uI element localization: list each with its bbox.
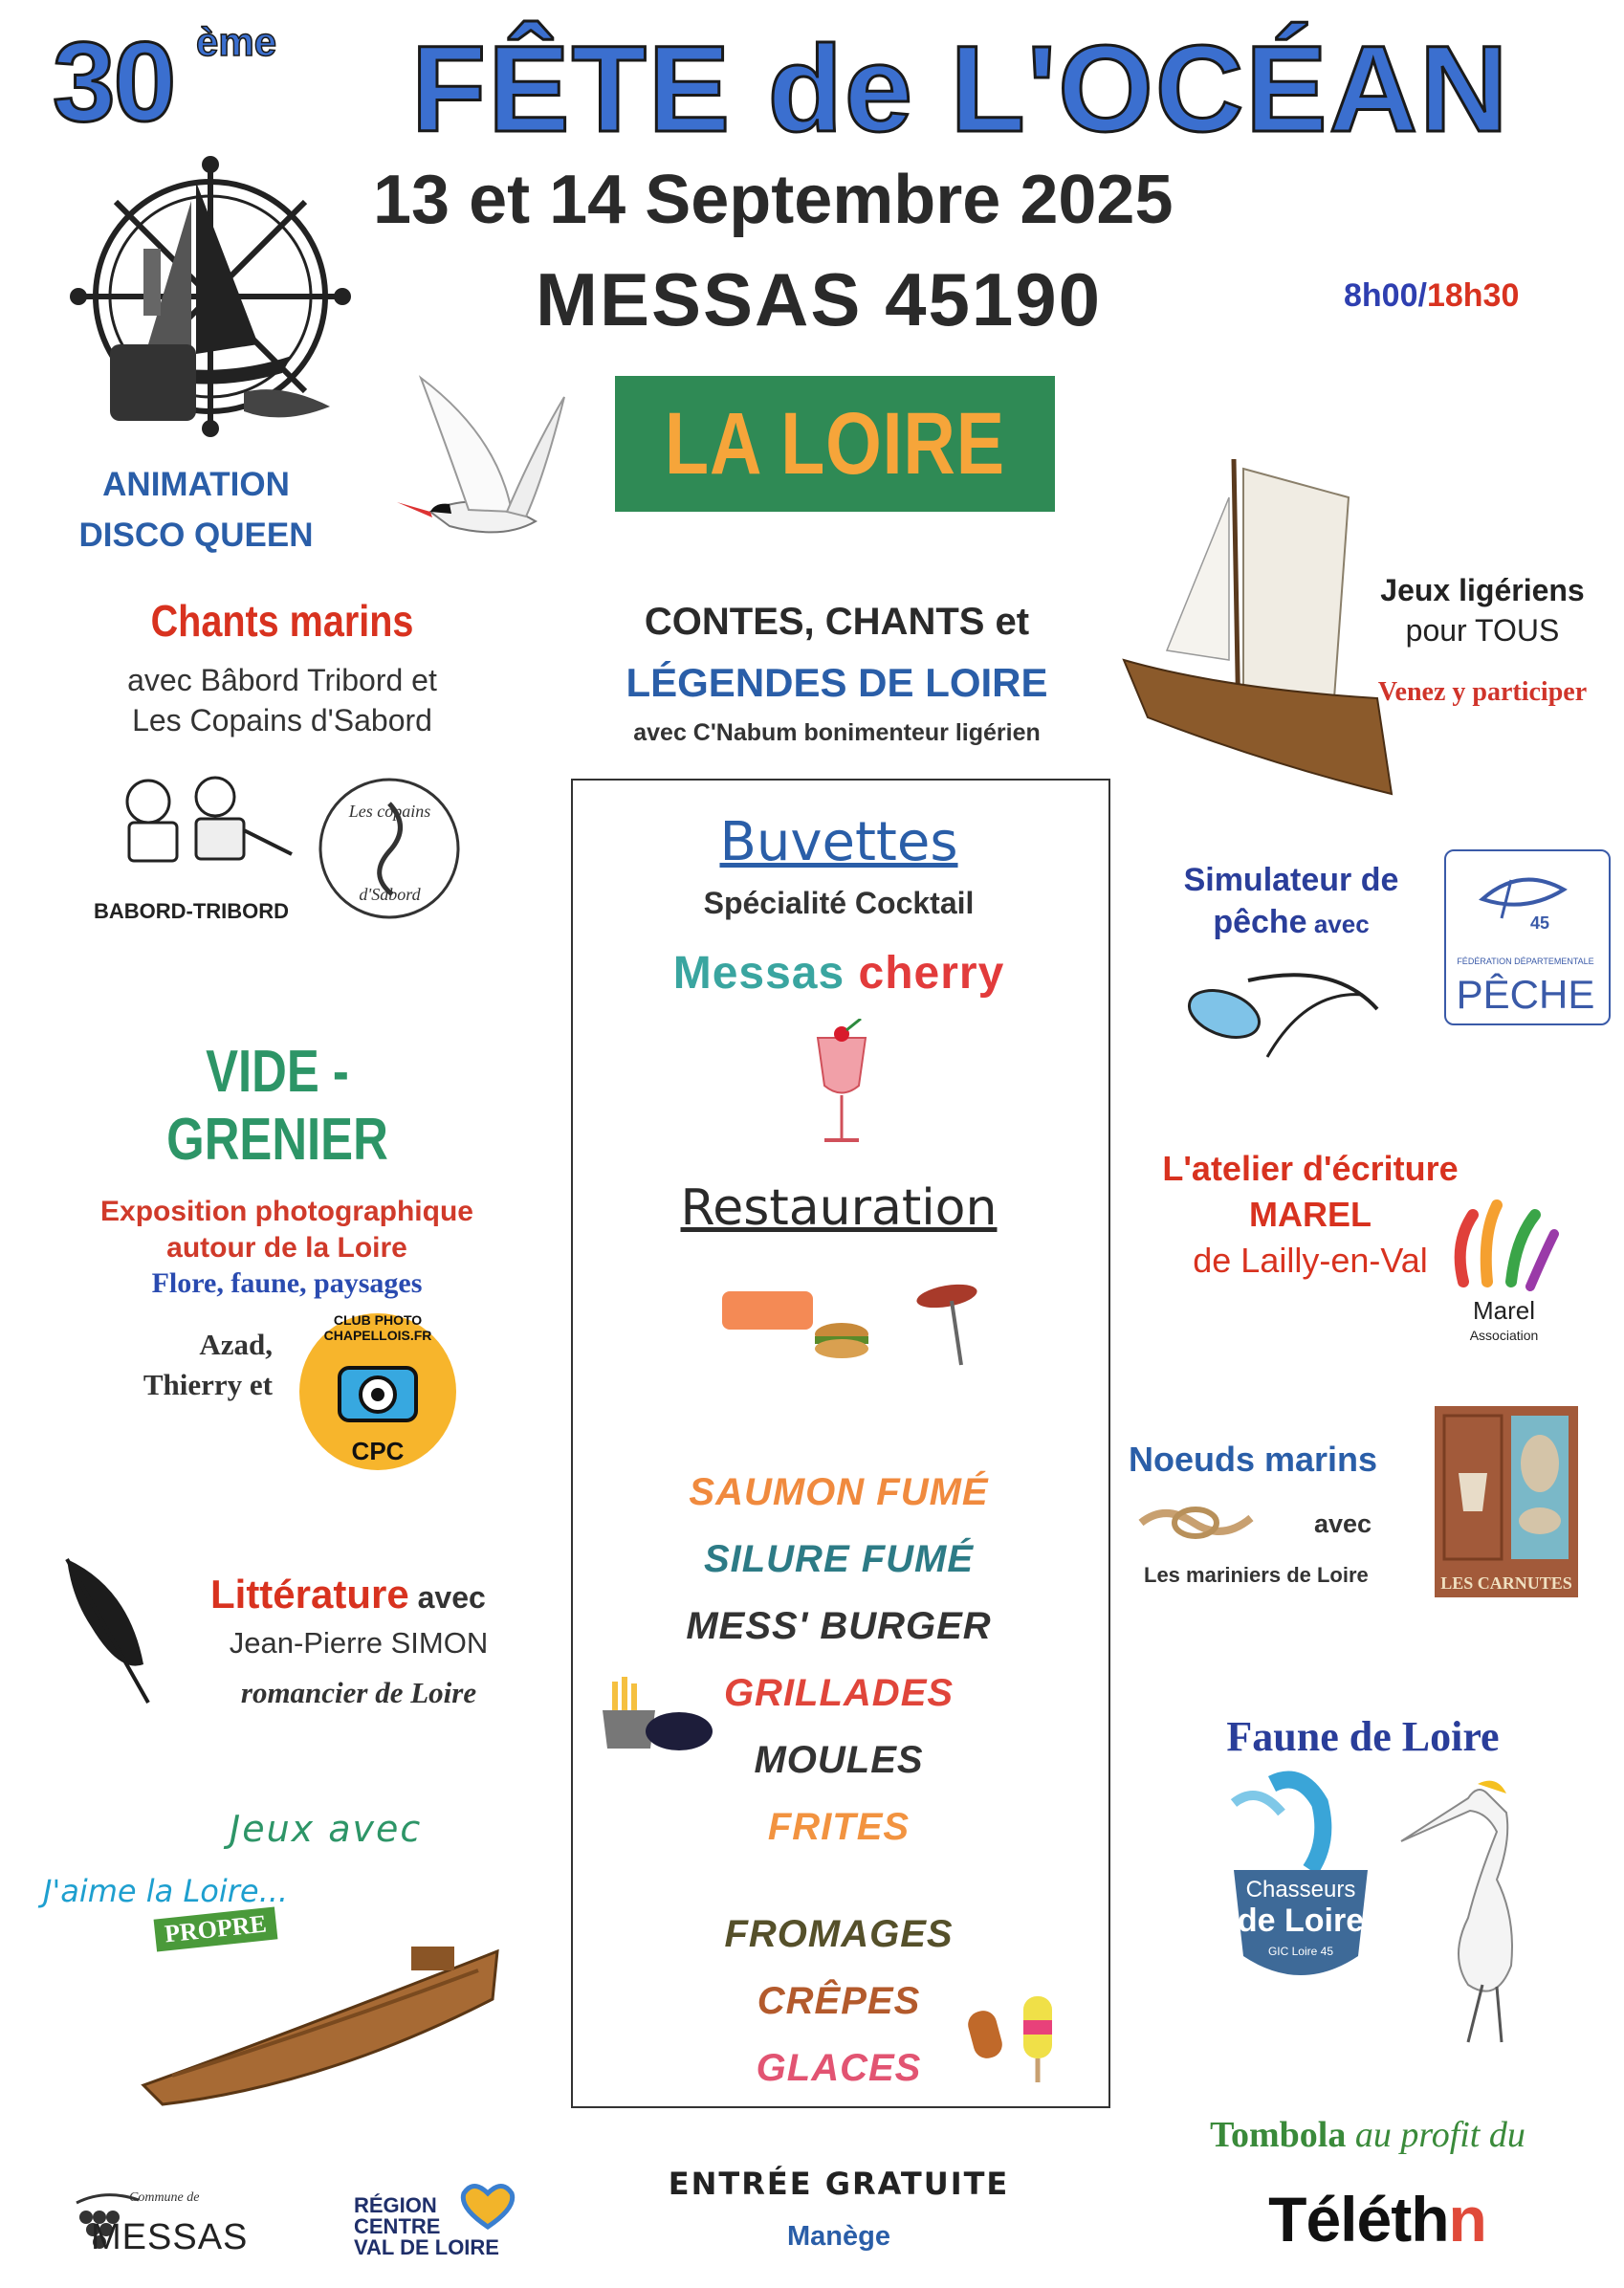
entree-gratuite: ENTRÉE GRATUITE	[668, 2166, 1010, 2202]
rope-knot-icon	[1136, 1494, 1256, 1551]
buvettes-wrap	[571, 811, 1107, 873]
litt-heading	[210, 1572, 486, 1617]
fries-mussels-icon	[598, 1672, 722, 1768]
mariniers: Les mariniers de Loire	[1144, 1563, 1369, 1587]
marel-hands-icon	[1444, 1196, 1559, 1301]
chants-title: Chants marins	[150, 596, 414, 646]
expo-name-1: Azad,	[199, 1328, 273, 1361]
propre-badge: PROPRE	[154, 1906, 278, 1951]
ship-wheel-illustration	[53, 143, 368, 459]
noeuds-avec: avec	[1314, 1509, 1372, 1538]
menu-item: CRÊPES	[757, 1980, 921, 2022]
jeux-ligeriens	[1339, 570, 1624, 650]
nabum-line: avec C'Nabum bonimenteur ligérien	[633, 719, 1041, 746]
chasseurs-text	[1229, 1875, 1372, 1967]
title-number: 30	[53, 19, 175, 145]
hours-close: 18h30	[1426, 277, 1520, 314]
expo-name-2: Thierry et	[143, 1368, 273, 1401]
theme-banner	[615, 376, 1055, 512]
chasseurs-line-3: GIC Loire 45	[1267, 1945, 1334, 1958]
atelier-line-2: MAREL	[1249, 1195, 1372, 1234]
messas-logo: MESSAS	[91, 2217, 249, 2257]
restauration-wrap	[571, 1179, 1107, 1237]
event-dates: 13 et 14 Septembre 2025	[373, 162, 1174, 238]
babord-tribord-label: BABORD-TRIBORD	[93, 899, 290, 923]
babord-tribord-logo	[91, 763, 301, 888]
litt-title: Littérature	[210, 1572, 409, 1617]
cherry-word-1: Messas	[672, 948, 845, 999]
venez-participer: Venez y participer	[1377, 677, 1588, 707]
telethon-logo	[1224, 2183, 1530, 2255]
salmon-icon	[722, 1291, 813, 1330]
page-title: FÊTE de L'OCÉAN	[411, 21, 1510, 158]
menu-item: GLACES	[756, 2047, 922, 2089]
atelier-line-3: de Lailly-en-Val	[1193, 1241, 1428, 1280]
noeuds-marins: Noeuds marins	[1129, 1440, 1378, 1479]
simulateur-line-2-wrap	[1148, 901, 1435, 945]
sausage-icon	[915, 1281, 979, 1312]
event-town: MESSAS 45190	[536, 257, 1102, 341]
marel-logo-2: Association	[1469, 1328, 1539, 1343]
messas-cherry	[571, 947, 1107, 1000]
expo-sub: Flore, faune, paysages	[151, 1267, 423, 1299]
menu-item: FROMAGES	[724, 1913, 954, 1955]
cherry-word-2: cherry	[858, 948, 1005, 999]
animation-line-1: ANIMATION	[102, 466, 290, 503]
menu-item: FRITES	[767, 1806, 911, 1848]
food-icons	[717, 1277, 1014, 1373]
atelier-line-1: L'atelier d'écriture	[1162, 1149, 1459, 1188]
simulateur-line-1: Simulateur de	[1183, 862, 1399, 898]
chasseurs-line-1: Chasseurs	[1245, 1877, 1356, 1903]
chasseurs-line-2: de Loire	[1237, 1903, 1365, 1939]
atelier-ecriture	[1133, 1146, 1487, 1284]
cpc-arc-text: CLUB PHOTO CHAPELLOIS.FR	[323, 1312, 432, 1343]
carnutes-logo	[1435, 1406, 1578, 1597]
region-heart-icon	[454, 2179, 521, 2232]
ice-cream-icon	[961, 1991, 1066, 2087]
tombola-rest: au profit du	[1346, 2115, 1525, 2155]
specialite-line: Spécialité Cocktail	[703, 886, 975, 920]
region-line-3: VAL DE LOIRE	[354, 2235, 499, 2259]
cpc-label: CPC	[351, 1437, 405, 1465]
simulateur	[1148, 859, 1435, 945]
litt-name: Jean-Pierre SIMON	[229, 1626, 489, 1660]
carnutes-label: LES CARNUTES	[1440, 1573, 1572, 1593]
menu-item: MESS' BURGER	[686, 1605, 992, 1647]
restauration-title: Restauration	[680, 1179, 998, 1237]
expo-line-1: Exposition photographique	[100, 1196, 473, 1227]
hours-open: 8h00/	[1344, 277, 1427, 314]
vide-grenier: VIDE - GRENIER	[166, 1039, 388, 1173]
chants-line-2: Les Copains d'Sabord	[132, 703, 432, 737]
litt-role: romancier de Loire	[240, 1676, 477, 1709]
chants-text	[77, 660, 488, 740]
egret-bird-illustration	[1392, 1774, 1535, 2052]
theme-label: LA LOIRE	[665, 394, 1005, 493]
telethon-text-1: Téléth	[1268, 2184, 1449, 2255]
manege: Manège	[787, 2221, 890, 2252]
fed-num: 45	[1529, 913, 1550, 933]
tombola	[1162, 2114, 1573, 2156]
quill-feather-icon	[53, 1550, 158, 1707]
title-ordinal: ème	[196, 19, 277, 64]
commune-small: Commune de	[129, 2190, 200, 2205]
legendes-line: LÉGENDES DE LOIRE	[625, 660, 1048, 705]
expo-line-2: autour de la Loire	[166, 1232, 407, 1264]
expo-title	[57, 1194, 516, 1266]
menu-item: SAUMON FUMÉ	[689, 1471, 989, 1513]
expo-names	[129, 1325, 273, 1405]
menu-item: SILURE FUMÉ	[703, 1538, 975, 1580]
fed-peche: PÊCHE	[1456, 972, 1595, 1017]
opening-hours	[1344, 277, 1519, 315]
wooden-boat-illustration	[134, 1923, 507, 2114]
cocktail-glass-icon	[803, 1019, 880, 1153]
copains-logo-text-2: d'Sabord	[359, 885, 421, 904]
region-line-1: RÉGION	[354, 2193, 437, 2217]
marel-logo-1: Marel	[1472, 1296, 1535, 1325]
fed-small: FÉDÉRATION DÉPARTEMENTALE	[1457, 957, 1594, 966]
buvettes-title: Buvettes	[719, 811, 958, 873]
region-line-2: CENTRE	[354, 2214, 441, 2238]
telethon-text-2: n	[1448, 2184, 1486, 2255]
jeux-avec: Jeux avec	[230, 1808, 423, 1850]
simulateur-avec: avec	[1306, 910, 1370, 938]
menu-item: MOULES	[754, 1739, 924, 1781]
animation-line-2: DISCO QUEEN	[78, 517, 314, 554]
menu-item: GRILLADES	[723, 1672, 955, 1714]
copains-logo-text-1: Les copains	[348, 802, 431, 821]
jaime-loire: J'aime la Loire...	[43, 1873, 289, 1909]
animation-disco	[53, 459, 340, 561]
chants-line-1: avec Bâbord Tribord et	[127, 663, 437, 697]
jeux-lig-line-2: pour TOUS	[1405, 613, 1560, 648]
contes-line: CONTES, CHANTS et	[644, 601, 1030, 643]
fish-rod-icon	[1172, 961, 1392, 1071]
simulateur-line-2: pêche	[1213, 904, 1307, 940]
litt-avec: avec	[408, 1580, 486, 1615]
tern-bird-illustration	[392, 368, 574, 550]
faune-loire: Faune de Loire	[1226, 1713, 1500, 1760]
jeux-lig-line-1: Jeux ligériens	[1380, 573, 1585, 607]
tombola-word: Tombola	[1210, 2115, 1347, 2155]
